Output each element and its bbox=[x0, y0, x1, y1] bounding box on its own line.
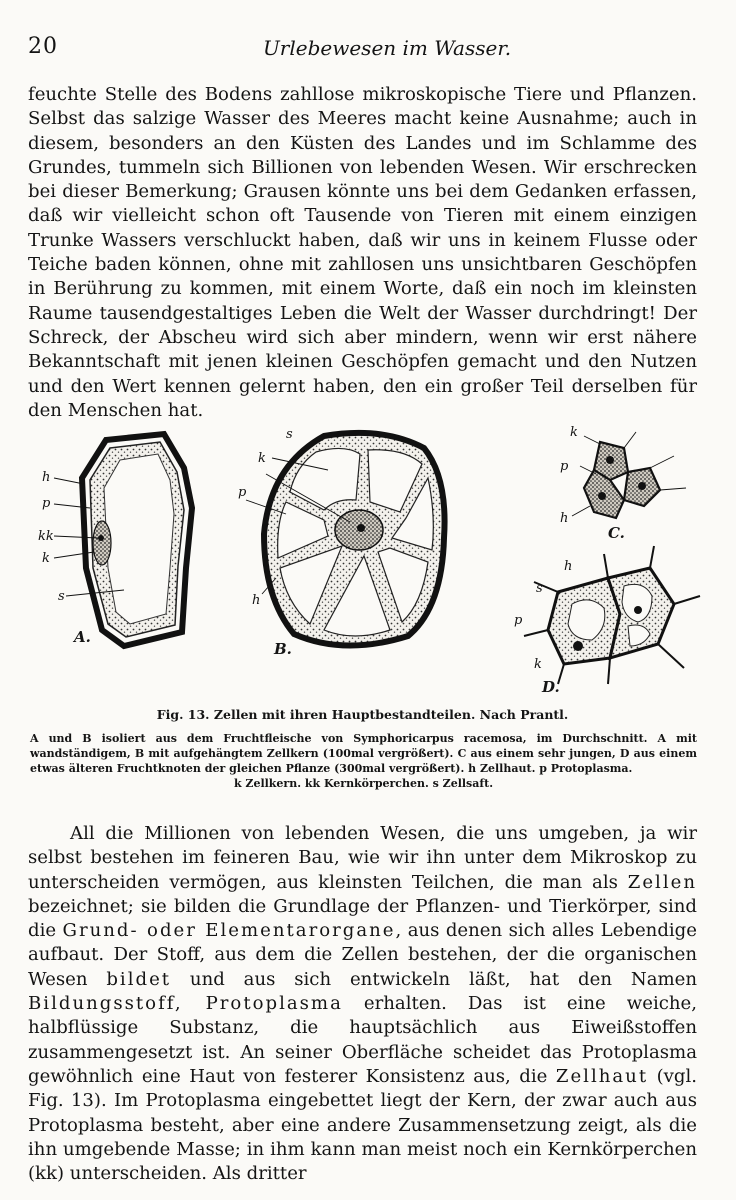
figure-caption bbox=[30, 731, 697, 791]
page-number: 20 bbox=[28, 34, 58, 59]
label-d-h: h bbox=[564, 559, 573, 574]
label-b-k: k bbox=[258, 451, 266, 466]
figure-13-illustration bbox=[24, 418, 714, 708]
term-protoplasma: Bildungsstoff, Protoplasma bbox=[28, 993, 343, 1015]
term-zellen: Zellen bbox=[627, 871, 697, 893]
paragraph-2-text-6: (vgl. Fig. 13). Im Protoplasma eingebettet liegt der Kern, der zwar auch aus Protoplasma besteht, aber eine andere Zusammensetzung zeigt, als die ihn umgebende Masse; in ihm kann man meist noch ein Kernkörperchen (kk) unterscheiden. Als dritter bbox=[28, 1065, 698, 1185]
cell-a bbox=[38, 434, 192, 646]
figure-title: Fig. 13. Zellen mit ihren Hauptbestandteilen. Nach Prantl. bbox=[156, 707, 569, 722]
cell-group-c bbox=[560, 425, 686, 542]
label-cell-c: C. bbox=[608, 524, 625, 542]
cell-b bbox=[238, 427, 445, 658]
label-a-k: k bbox=[42, 551, 50, 566]
label-cell-a: A. bbox=[74, 628, 91, 646]
paragraph-2-text-1: All die Millionen von lebenden Wesen, die uns umgeben, ja wir selbst bestehen im feineren Bau, wie wir ihn unter dem Mikroskop zu unterscheiden vermögen, aus kleinsten Teilchen, die man als bbox=[28, 823, 697, 893]
paragraph-1: feuchte Stelle des Bodens zahllose mikroskopische Tiere und Pflanzen. Selbst das salzige Wasser des Meeres macht keine Ausnahme; auch in diesem, besonders an den Küsten des Landes und im Schlamme des Grundes, tummeln sich Billionen von lebenden Wesen. Wir erschrecken bei dieser Bemerkung; Grausen könnte uns bei dem Gedanken erfassen, daß wir vielleicht schon oft Tausende von Tieren mit einem einzigen Trunke Wassers verschluckt haben, daß wir uns in keinem Flusse oder Teiche baden können, ohne mit zahllosen uns unsichtbaren Geschöpfen in Berührung zu kommen, mit einem Worte, daß ein noch im kleinsten Raume tausendgestaltiges Leben die Welt der Wasser durchdringt! Der Schreck, der Abscheu wird sich aber mindern, wenn wir erst nähere Bekanntschaft mit jenen kleinen Geschöpfen gemacht und den Nutzen und den Wert kennen gelernt haben, den ein großer Teil derselben für den Menschen hat. bbox=[28, 84, 697, 421]
label-a-p: p bbox=[42, 496, 51, 511]
cell-a-sap bbox=[104, 454, 174, 624]
label-c-k: k bbox=[570, 425, 578, 440]
cell-a-nucleolus bbox=[98, 535, 104, 541]
paragraph-2 bbox=[28, 822, 697, 1186]
term-bildet: bildet bbox=[106, 968, 172, 990]
label-b-s: s bbox=[286, 427, 293, 442]
term-zellhaut: Zellhaut bbox=[555, 1065, 649, 1087]
cell-a-nucleus bbox=[93, 521, 111, 565]
label-a-h: h bbox=[42, 470, 51, 485]
label-d-p: p bbox=[514, 613, 523, 628]
figure-caption-legend: k Zellkern. kk Kernkörperchen. s Zellsaft. bbox=[233, 777, 494, 790]
label-cell-d: D. bbox=[542, 678, 560, 696]
label-b-p: p bbox=[238, 485, 247, 500]
running-title: Urlebewesen im Wasser. bbox=[262, 36, 512, 60]
paragraph-2-text-3: , aus denen sich alles Lebendige aufbaut. Der Stoff, aus dem die Zellen bestehen, der die organischen Wesen bbox=[28, 920, 697, 990]
term-elementarorgane: Grund- oder Elementarorgane bbox=[62, 920, 396, 942]
label-c-h: h bbox=[560, 511, 569, 526]
figure-caption-main: A und B isoliert aus dem Fruchtfleische von Symphoricarpus racemosa, im Durchschnitt. A mit wandständigem, B mit aufgehängtem Zellkern (100mal vergrößert). C aus einem sehr jungen, D aus einem etwas älteren Fruchtknoten der gleichen Pflanze (300mal vergrößert). h Zellhaut. p Protoplasma. bbox=[30, 732, 697, 775]
label-d-k: k bbox=[534, 657, 542, 672]
cell-group-d bbox=[514, 546, 700, 696]
paragraph-2-text-5: erhalten. Das ist eine weiche, halbflüssige Substanz, die hauptsächlich aus Eiweißstoffen zusammengesetzt ist. An seiner Oberfläche scheidet das Protoplasma gewöhnlich eine Haut von festerer Konsistenz aus, die bbox=[28, 993, 697, 1087]
paragraph-2-text-4: und aus sich entwickeln läßt, hat den Namen bbox=[171, 968, 697, 990]
paragraph-2-text-2: bezeichnet; sie bilden die Grundlage der Pflanzen- und Tierkörper, sind die bbox=[28, 895, 697, 942]
cell-b-nucleolus bbox=[357, 524, 365, 532]
label-a-s: s bbox=[58, 589, 65, 604]
label-cell-b: B. bbox=[274, 640, 292, 658]
label-d-s: s bbox=[536, 581, 543, 596]
label-b-h: h bbox=[252, 593, 261, 608]
cell-drawings bbox=[24, 418, 714, 708]
page-header bbox=[28, 34, 706, 64]
label-c-p: p bbox=[560, 459, 569, 474]
label-a-kk: kk bbox=[38, 529, 54, 544]
